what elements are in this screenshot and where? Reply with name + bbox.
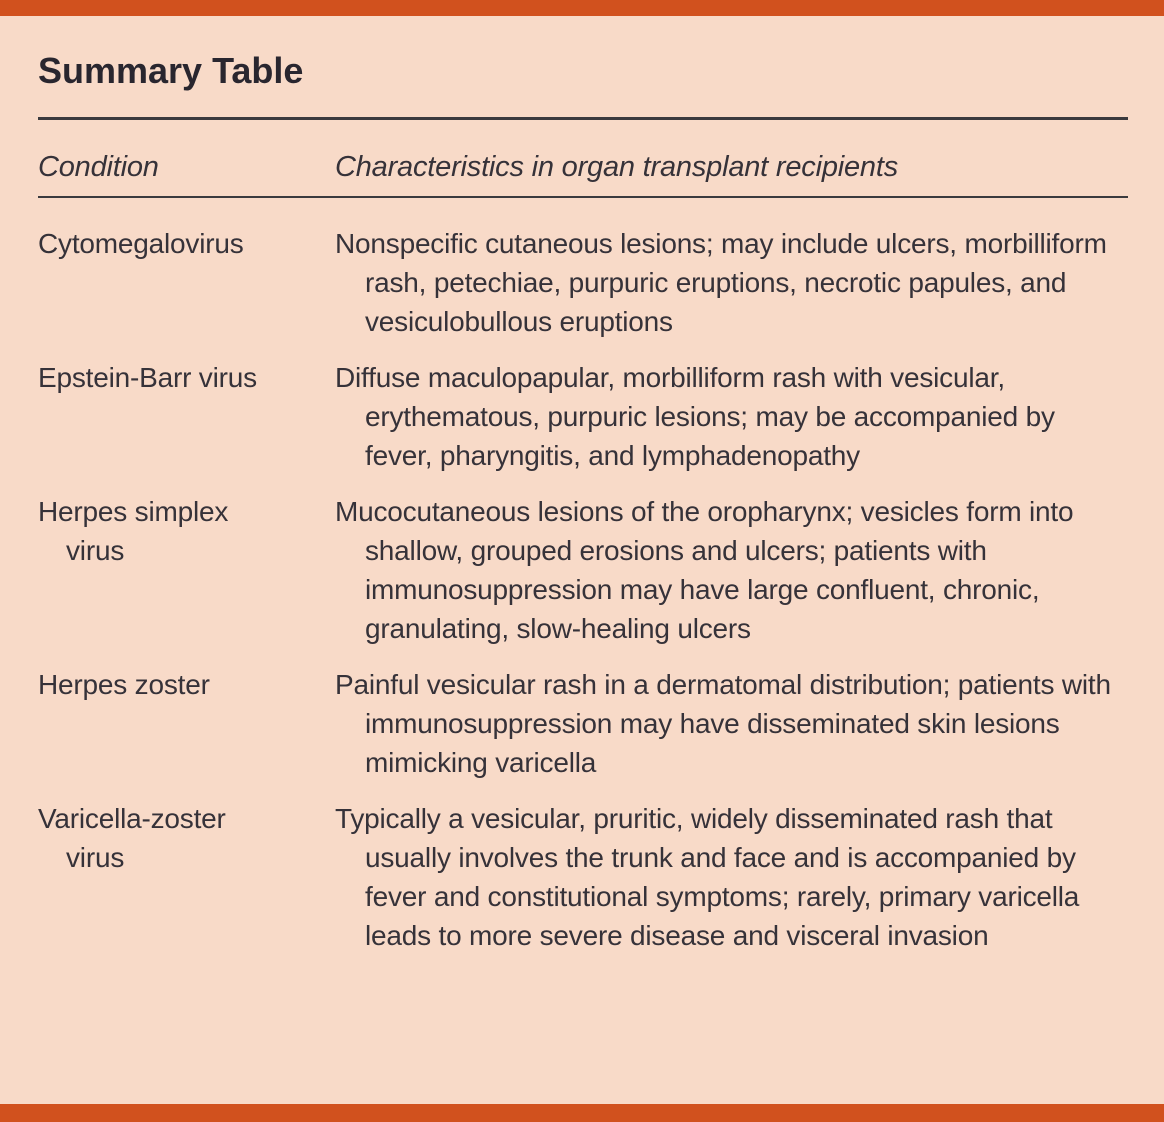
condition-cell <box>38 665 335 782</box>
table-row <box>38 665 1128 782</box>
top-accent-bar <box>0 0 1164 16</box>
condition-cell <box>38 799 335 955</box>
condition-text: Epstein-Barr virus <box>38 362 257 393</box>
table-body <box>38 224 1128 955</box>
characteristics-cell: Painful vesicular rash in a dermatomal distribution; patients with immunosuppression may have disseminated skin lesions mimicking varicella <box>335 669 1111 778</box>
condition-text: Cytomegalovirus <box>38 228 244 259</box>
table-row <box>38 492 1128 648</box>
condition-text: Varicella-zoster virus <box>38 803 226 873</box>
condition-text: Herpes simplex virus <box>38 496 229 566</box>
column-header-condition: Condition <box>38 150 159 183</box>
condition-cell <box>38 358 335 475</box>
table-row <box>38 799 1128 955</box>
column-header-characteristics: Characteristics in organ transplant recipients <box>335 150 899 183</box>
page-title: Summary Table <box>38 50 304 91</box>
table-row <box>38 224 1128 341</box>
characteristics-cell: Nonspecific cutaneous lesions; may include ulcers, morbilliform rash, petechiae, purpuric eruptions, necrotic papules, and vesiculobullous eruptions <box>335 228 1107 337</box>
condition-text: Herpes zoster <box>38 669 210 700</box>
table-content <box>0 16 1164 955</box>
characteristics-cell: Mucocutaneous lesions of the oropharynx; vesicles form into shallow, grouped erosions and ulcers; patients with immunosuppression may have large confluent, chronic, granulating, slow-healing ulcers <box>335 496 1074 644</box>
condition-cell <box>38 492 335 648</box>
bottom-accent-bar <box>0 1104 1164 1122</box>
table-row <box>38 358 1128 475</box>
table-header-row <box>38 120 1128 184</box>
characteristics-cell: Typically a vesicular, pruritic, widely disseminated rash that usually involves the trunk and face and is accompanied by fever and constitutional symptoms; rarely, primary varicella leads to more severe disease and visceral invasion <box>335 803 1080 951</box>
condition-cell <box>38 224 335 341</box>
characteristics-cell: Diffuse maculopapular, morbilliform rash with vesicular, erythematous, purpuric lesions; may be accompanied by fever, pharyngitis, and lymphadenopathy <box>335 362 1055 471</box>
divider-under-header <box>38 196 1128 199</box>
